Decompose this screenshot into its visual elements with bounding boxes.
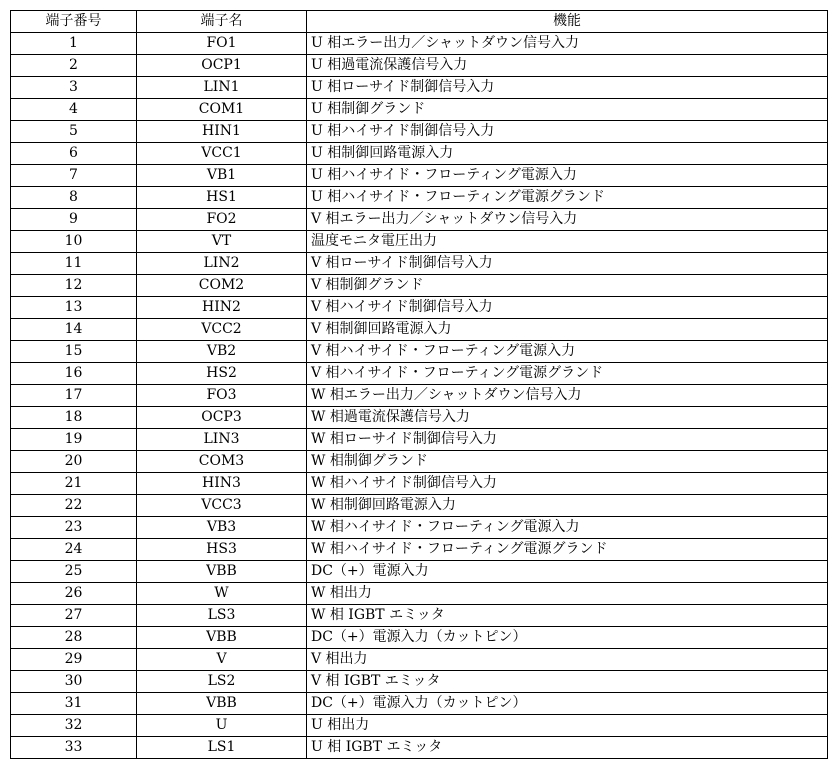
pin-name-cell: COM3 xyxy=(137,451,307,473)
function-cell: W 相出力 xyxy=(307,583,828,605)
function-cell: V 相 IGBT エミッタ xyxy=(307,671,828,693)
table-row xyxy=(11,561,828,583)
table-row xyxy=(11,627,828,649)
table-row xyxy=(11,77,828,99)
pin-name-cell: HS2 xyxy=(137,363,307,385)
function-cell: V 相制御グランド xyxy=(307,275,828,297)
pin-number-cell: 4 xyxy=(11,99,137,121)
pin-number-cell: 12 xyxy=(11,275,137,297)
table-row xyxy=(11,605,828,627)
function-cell: U 相 IGBT エミッタ xyxy=(307,737,828,759)
pin-name-cell: VB1 xyxy=(137,165,307,187)
pin-number-cell: 18 xyxy=(11,407,137,429)
table-row xyxy=(11,275,828,297)
function-cell: U 相過電流保護信号入力 xyxy=(307,55,828,77)
table-row xyxy=(11,737,828,759)
function-cell: U 相出力 xyxy=(307,715,828,737)
pin-name-cell: LS1 xyxy=(137,737,307,759)
pin-number-cell: 7 xyxy=(11,165,137,187)
pin-function-table xyxy=(10,10,828,759)
pin-name-cell: VCC2 xyxy=(137,319,307,341)
table-row xyxy=(11,121,828,143)
table-row xyxy=(11,55,828,77)
pin-number-cell: 2 xyxy=(11,55,137,77)
function-cell: W 相エラー出力／シャットダウン信号入力 xyxy=(307,385,828,407)
table-row xyxy=(11,517,828,539)
table-row xyxy=(11,495,828,517)
pin-number-cell: 23 xyxy=(11,517,137,539)
pin-name-cell: LS3 xyxy=(137,605,307,627)
table-row xyxy=(11,187,828,209)
pin-name-cell: VBB xyxy=(137,693,307,715)
pin-number-cell: 1 xyxy=(11,33,137,55)
pin-name-cell: VB3 xyxy=(137,517,307,539)
table-row xyxy=(11,363,828,385)
table-row xyxy=(11,143,828,165)
pin-name-cell: OCP1 xyxy=(137,55,307,77)
table-row xyxy=(11,671,828,693)
pin-number-cell: 11 xyxy=(11,253,137,275)
pin-number-cell: 19 xyxy=(11,429,137,451)
pin-number-cell: 30 xyxy=(11,671,137,693)
pin-number-cell: 3 xyxy=(11,77,137,99)
pin-name-cell: LIN1 xyxy=(137,77,307,99)
pin-number-cell: 15 xyxy=(11,341,137,363)
table-row xyxy=(11,99,828,121)
function-cell: W 相制御グランド xyxy=(307,451,828,473)
table-row xyxy=(11,649,828,671)
function-cell: U 相制御回路電源入力 xyxy=(307,143,828,165)
function-cell: U 相ハイサイド・フローティング電源入力 xyxy=(307,165,828,187)
table-header xyxy=(11,11,828,33)
table-row xyxy=(11,407,828,429)
pin-name-cell: HS3 xyxy=(137,539,307,561)
header-function: 機能 xyxy=(307,11,828,33)
table-row xyxy=(11,451,828,473)
function-cell: W 相ハイサイド・フローティング電源グランド xyxy=(307,539,828,561)
table-row xyxy=(11,429,828,451)
function-cell: V 相ハイサイド制御信号入力 xyxy=(307,297,828,319)
pin-number-cell: 9 xyxy=(11,209,137,231)
table-row xyxy=(11,583,828,605)
table-row xyxy=(11,715,828,737)
function-cell: W 相 IGBT エミッタ xyxy=(307,605,828,627)
pin-name-cell: HIN1 xyxy=(137,121,307,143)
function-cell: W 相ハイサイド・フローティング電源入力 xyxy=(307,517,828,539)
pin-name-cell: VCC1 xyxy=(137,143,307,165)
pin-number-cell: 27 xyxy=(11,605,137,627)
table-body xyxy=(11,33,828,759)
pin-number-cell: 29 xyxy=(11,649,137,671)
header-row xyxy=(11,11,828,33)
pin-number-cell: 13 xyxy=(11,297,137,319)
table-row xyxy=(11,297,828,319)
pin-number-cell: 5 xyxy=(11,121,137,143)
pin-number-cell: 31 xyxy=(11,693,137,715)
table-row xyxy=(11,385,828,407)
pin-number-cell: 26 xyxy=(11,583,137,605)
pin-number-cell: 8 xyxy=(11,187,137,209)
function-cell: W 相過電流保護信号入力 xyxy=(307,407,828,429)
pin-name-cell: VBB xyxy=(137,627,307,649)
table-row xyxy=(11,319,828,341)
function-cell: W 相制御回路電源入力 xyxy=(307,495,828,517)
table-row xyxy=(11,341,828,363)
pin-number-cell: 22 xyxy=(11,495,137,517)
function-cell: DC（+）電源入力 xyxy=(307,561,828,583)
pin-name-cell: COM1 xyxy=(137,99,307,121)
pin-number-cell: 25 xyxy=(11,561,137,583)
pin-name-cell: FO2 xyxy=(137,209,307,231)
table-row xyxy=(11,209,828,231)
table-row xyxy=(11,539,828,561)
function-cell: 温度モニタ電圧出力 xyxy=(307,231,828,253)
function-cell: U 相エラー出力／シャットダウン信号入力 xyxy=(307,33,828,55)
pin-number-cell: 14 xyxy=(11,319,137,341)
pin-number-cell: 17 xyxy=(11,385,137,407)
function-cell: DC（+）電源入力（カットピン） xyxy=(307,627,828,649)
function-cell: U 相ハイサイド・フローティング電源グランド xyxy=(307,187,828,209)
function-cell: V 相ハイサイド・フローティング電源グランド xyxy=(307,363,828,385)
pin-name-cell: V xyxy=(137,649,307,671)
pin-name-cell: VB2 xyxy=(137,341,307,363)
function-cell: U 相ローサイド制御信号入力 xyxy=(307,77,828,99)
pin-number-cell: 20 xyxy=(11,451,137,473)
function-cell: W 相ハイサイド制御信号入力 xyxy=(307,473,828,495)
pin-name-cell: W xyxy=(137,583,307,605)
table-row xyxy=(11,693,828,715)
pin-number-cell: 21 xyxy=(11,473,137,495)
pin-name-cell: HS1 xyxy=(137,187,307,209)
pin-number-cell: 10 xyxy=(11,231,137,253)
pin-name-cell: OCP3 xyxy=(137,407,307,429)
pin-number-cell: 32 xyxy=(11,715,137,737)
pin-number-cell: 24 xyxy=(11,539,137,561)
pin-name-cell: FO1 xyxy=(137,33,307,55)
function-cell: W 相ローサイド制御信号入力 xyxy=(307,429,828,451)
pin-number-cell: 6 xyxy=(11,143,137,165)
pin-number-cell: 16 xyxy=(11,363,137,385)
pin-name-cell: LS2 xyxy=(137,671,307,693)
function-cell: U 相制御グランド xyxy=(307,99,828,121)
pin-name-cell: LIN2 xyxy=(137,253,307,275)
pin-number-cell: 33 xyxy=(11,737,137,759)
pin-name-cell: VBB xyxy=(137,561,307,583)
function-cell: V 相ハイサイド・フローティング電源入力 xyxy=(307,341,828,363)
function-cell: V 相ローサイド制御信号入力 xyxy=(307,253,828,275)
function-cell: V 相出力 xyxy=(307,649,828,671)
pin-name-cell: LIN3 xyxy=(137,429,307,451)
function-cell: V 相エラー出力／シャットダウン信号入力 xyxy=(307,209,828,231)
table-row xyxy=(11,253,828,275)
function-cell: V 相制御回路電源入力 xyxy=(307,319,828,341)
pin-name-cell: U xyxy=(137,715,307,737)
function-cell: DC（+）電源入力（カットピン） xyxy=(307,693,828,715)
pin-name-cell: FO3 xyxy=(137,385,307,407)
table-row xyxy=(11,33,828,55)
pin-number-cell: 28 xyxy=(11,627,137,649)
table-row xyxy=(11,165,828,187)
table-row xyxy=(11,231,828,253)
pin-name-cell: HIN3 xyxy=(137,473,307,495)
pin-name-cell: COM2 xyxy=(137,275,307,297)
pin-name-cell: VCC3 xyxy=(137,495,307,517)
pin-name-cell: HIN2 xyxy=(137,297,307,319)
header-pin-number: 端子番号 xyxy=(11,11,137,33)
function-cell: U 相ハイサイド制御信号入力 xyxy=(307,121,828,143)
pin-name-cell: VT xyxy=(137,231,307,253)
table-row xyxy=(11,473,828,495)
header-pin-name: 端子名 xyxy=(137,11,307,33)
